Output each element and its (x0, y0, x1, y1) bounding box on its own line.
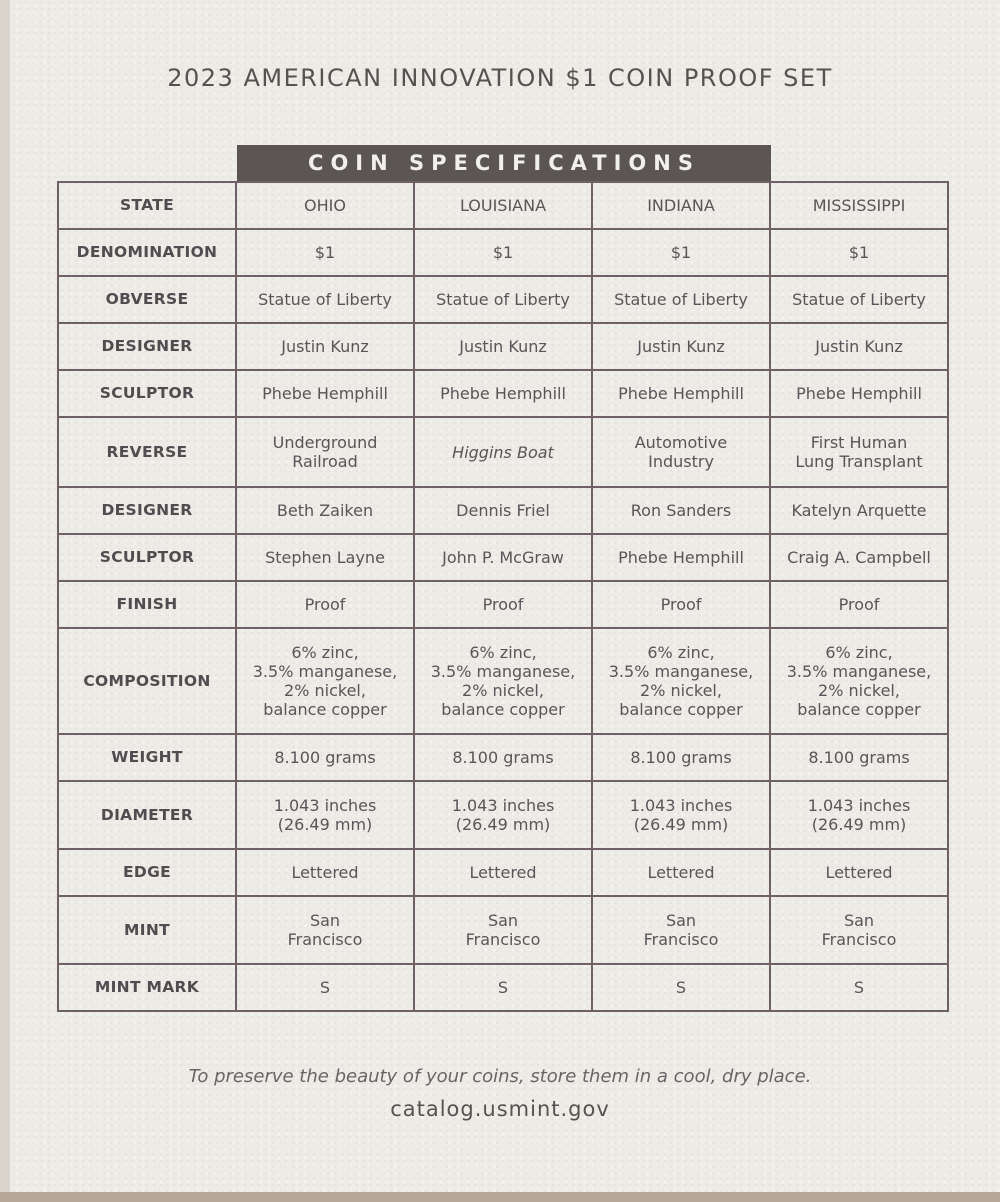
table-row (58, 417, 948, 487)
table-cell: Lettered (414, 849, 592, 896)
table-cell: $1 (236, 229, 414, 276)
table-cell: Proof (414, 581, 592, 628)
row-label: EDGE (58, 849, 236, 896)
row-label: OBVERSE (58, 276, 236, 323)
table-cell: Phebe Hemphill (414, 370, 592, 417)
table-cell: Lettered (236, 849, 414, 896)
table-cell: 8.100 grams (770, 734, 948, 781)
table-cell: S (770, 964, 948, 1011)
table-cell: Justin Kunz (414, 323, 592, 370)
table-cell: Statue of Liberty (770, 276, 948, 323)
row-label: REVERSE (58, 417, 236, 487)
row-label: MINT (58, 896, 236, 964)
table-cell: 6% zinc, 3.5% manganese, 2% nickel, balance copper (592, 628, 770, 734)
table-cell: $1 (770, 229, 948, 276)
table-cell: S (592, 964, 770, 1011)
row-label: DESIGNER (58, 323, 236, 370)
section-header: COIN SPECIFICATIONS (237, 145, 771, 181)
row-label: MINT MARK (58, 964, 236, 1011)
table-cell: Underground Railroad (236, 417, 414, 487)
table-cell: 8.100 grams (236, 734, 414, 781)
table-cell: Craig A. Campbell (770, 534, 948, 581)
state-mississippi: MISSISSIPPI (770, 182, 948, 229)
row-label: WEIGHT (58, 734, 236, 781)
table-cell: Higgins Boat (414, 417, 592, 487)
state-louisiana: LOUISIANA (414, 182, 592, 229)
table-header-row (58, 182, 948, 229)
table-cell: San Francisco (592, 896, 770, 964)
table-cell: S (236, 964, 414, 1011)
table-cell: Dennis Friel (414, 487, 592, 534)
table-row (58, 581, 948, 628)
table-cell: Automotive Industry (592, 417, 770, 487)
table-cell: 1.043 inches (26.49 mm) (592, 781, 770, 849)
table-cell: Statue of Liberty (592, 276, 770, 323)
table-cell: 6% zinc, 3.5% manganese, 2% nickel, balance copper (770, 628, 948, 734)
table-cell: John P. McGraw (414, 534, 592, 581)
table-cell: San Francisco (236, 896, 414, 964)
table-row (58, 964, 948, 1011)
table-cell: Statue of Liberty (236, 276, 414, 323)
state-ohio: OHIO (236, 182, 414, 229)
row-label: DIAMETER (58, 781, 236, 849)
table-cell: 6% zinc, 3.5% manganese, 2% nickel, balance copper (414, 628, 592, 734)
table-cell: 1.043 inches (26.49 mm) (236, 781, 414, 849)
row-label: COMPOSITION (58, 628, 236, 734)
table-cell: S (414, 964, 592, 1011)
row-label: SCULPTOR (58, 534, 236, 581)
table-cell: Phebe Hemphill (592, 370, 770, 417)
table-cell: Proof (592, 581, 770, 628)
table-cell: Phebe Hemphill (236, 370, 414, 417)
background-edge (0, 1192, 1000, 1202)
coin-specifications-table (57, 181, 949, 1012)
table-cell: Justin Kunz (236, 323, 414, 370)
table-row (58, 370, 948, 417)
table-cell: Proof (236, 581, 414, 628)
table-cell: 1.043 inches (26.49 mm) (414, 781, 592, 849)
table-cell: 8.100 grams (414, 734, 592, 781)
table-cell: 1.043 inches (26.49 mm) (770, 781, 948, 849)
storage-note: To preserve the beauty of your coins, store them in a cool, dry place. (188, 1066, 812, 1087)
state-indiana: INDIANA (592, 182, 770, 229)
row-label: SCULPTOR (58, 370, 236, 417)
table-cell: Phebe Hemphill (592, 534, 770, 581)
table-row (58, 229, 948, 276)
table-cell: Justin Kunz (770, 323, 948, 370)
table-cell: 8.100 grams (592, 734, 770, 781)
table-row (58, 276, 948, 323)
table-cell: Beth Zaiken (236, 487, 414, 534)
table-cell: Statue of Liberty (414, 276, 592, 323)
table-cell: $1 (592, 229, 770, 276)
table-row (58, 896, 948, 964)
table-row (58, 734, 948, 781)
catalog-url: catalog.usmint.gov (390, 1097, 610, 1121)
table-row (58, 534, 948, 581)
table-row (58, 628, 948, 734)
table-cell: Ron Sanders (592, 487, 770, 534)
table-cell: Stephen Layne (236, 534, 414, 581)
table-row (58, 781, 948, 849)
table-cell: Justin Kunz (592, 323, 770, 370)
table-row (58, 487, 948, 534)
table-cell: Katelyn Arquette (770, 487, 948, 534)
table-cell: San Francisco (414, 896, 592, 964)
page-title: 2023 AMERICAN INNOVATION $1 COIN PROOF SET (167, 64, 833, 92)
table-cell: $1 (414, 229, 592, 276)
row-label: DESIGNER (58, 487, 236, 534)
row-label: DENOMINATION (58, 229, 236, 276)
table-row (58, 323, 948, 370)
table-cell: First Human Lung Transplant (770, 417, 948, 487)
table-row (58, 849, 948, 896)
table-cell: San Francisco (770, 896, 948, 964)
row-label: FINISH (58, 581, 236, 628)
table-cell: Lettered (770, 849, 948, 896)
table-cell: Proof (770, 581, 948, 628)
row-label: STATE (58, 182, 236, 229)
table-cell: Phebe Hemphill (770, 370, 948, 417)
table-cell: 6% zinc, 3.5% manganese, 2% nickel, balance copper (236, 628, 414, 734)
table-cell: Lettered (592, 849, 770, 896)
